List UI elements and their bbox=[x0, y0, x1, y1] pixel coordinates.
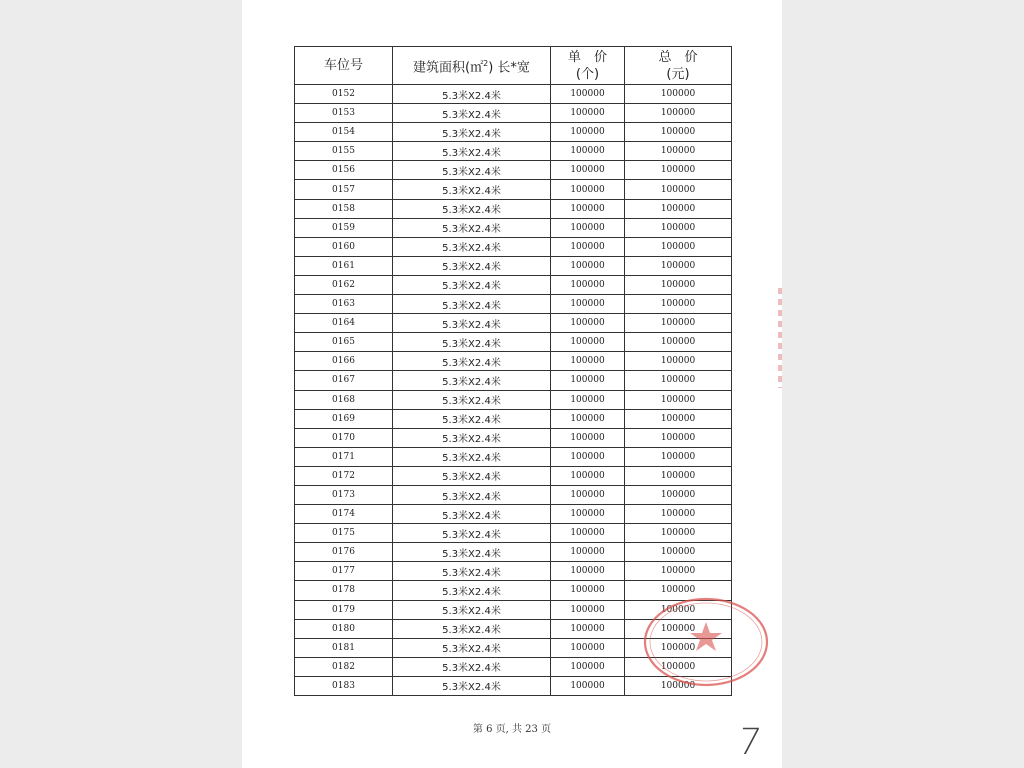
cell-unit-price: 100000 bbox=[551, 161, 625, 180]
cell-total-price: 100000 bbox=[625, 85, 732, 104]
cell-total-price: 100000 bbox=[625, 142, 732, 161]
cell-unit-price: 100000 bbox=[551, 390, 625, 409]
cell-size: 5.3米X2.4米 bbox=[393, 123, 551, 142]
header-total-price bbox=[625, 47, 732, 85]
cell-total-price: 100000 bbox=[625, 352, 732, 371]
cell-total-price: 100000 bbox=[625, 390, 732, 409]
viewer-background-right bbox=[782, 0, 1024, 768]
cell-unit-price: 100000 bbox=[551, 371, 625, 390]
cell-plate-no: 0170 bbox=[295, 428, 393, 447]
cell-size: 5.3米X2.4米 bbox=[393, 638, 551, 657]
cell-size: 5.3米X2.4米 bbox=[393, 218, 551, 237]
cell-unit-price: 100000 bbox=[551, 600, 625, 619]
cell-unit-price: 100000 bbox=[551, 543, 625, 562]
table-row bbox=[295, 199, 732, 218]
cell-plate-no: 0158 bbox=[295, 199, 393, 218]
cell-plate-no: 0163 bbox=[295, 295, 393, 314]
cell-plate-no: 0152 bbox=[295, 85, 393, 104]
table-row bbox=[295, 485, 732, 504]
cell-plate-no: 0164 bbox=[295, 314, 393, 333]
table-row bbox=[295, 466, 732, 485]
cell-size: 5.3米X2.4米 bbox=[393, 657, 551, 676]
table-header-row bbox=[295, 47, 732, 85]
cell-size: 5.3米X2.4米 bbox=[393, 562, 551, 581]
page-number-footer: 第 6 页, 共 23 页 bbox=[472, 724, 552, 735]
cell-plate-no: 0176 bbox=[295, 543, 393, 562]
header-area-prefix: 建筑面积(㎡ bbox=[413, 60, 484, 76]
header-total-price-line1: 总 价 bbox=[658, 49, 698, 65]
header-area-suffix: ) 长*宽 bbox=[488, 60, 530, 76]
cell-size: 5.3米X2.4米 bbox=[393, 85, 551, 104]
cell-unit-price: 100000 bbox=[551, 199, 625, 218]
table-row bbox=[295, 142, 732, 161]
cell-unit-price: 100000 bbox=[551, 237, 625, 256]
cell-unit-price: 100000 bbox=[551, 275, 625, 294]
cell-size: 5.3米X2.4米 bbox=[393, 543, 551, 562]
cell-plate-no: 0155 bbox=[295, 142, 393, 161]
cell-total-price: 100000 bbox=[625, 447, 732, 466]
cell-plate-no: 0175 bbox=[295, 524, 393, 543]
table-row bbox=[295, 295, 732, 314]
table-row bbox=[295, 524, 732, 543]
cell-unit-price: 100000 bbox=[551, 505, 625, 524]
cell-plate-no: 0156 bbox=[295, 161, 393, 180]
cell-unit-price: 100000 bbox=[551, 466, 625, 485]
cell-plate-no: 0160 bbox=[295, 237, 393, 256]
table-row bbox=[295, 237, 732, 256]
cell-plate-no: 0161 bbox=[295, 256, 393, 275]
cell-unit-price: 100000 bbox=[551, 562, 625, 581]
cell-plate-no: 0167 bbox=[295, 371, 393, 390]
cell-unit-price: 100000 bbox=[551, 104, 625, 123]
cell-size: 5.3米X2.4米 bbox=[393, 142, 551, 161]
cell-plate-no: 0154 bbox=[295, 123, 393, 142]
header-unit-price-line2: (个) bbox=[575, 66, 600, 82]
official-seal-stamp bbox=[642, 596, 770, 688]
cell-total-price: 100000 bbox=[625, 218, 732, 237]
table-row bbox=[295, 505, 732, 524]
cell-total-price: 100000 bbox=[625, 619, 732, 638]
cell-plate-no: 0162 bbox=[295, 275, 393, 294]
cell-plate-no: 0166 bbox=[295, 352, 393, 371]
cell-total-price: 100000 bbox=[625, 600, 732, 619]
header-unit-price-line1: 单 价 bbox=[567, 49, 607, 65]
table-row bbox=[295, 218, 732, 237]
cell-plate-no: 0172 bbox=[295, 466, 393, 485]
cell-unit-price: 100000 bbox=[551, 142, 625, 161]
cell-plate-no: 0180 bbox=[295, 619, 393, 638]
header-total-price-line2: (元) bbox=[666, 66, 690, 82]
cell-total-price: 100000 bbox=[625, 428, 732, 447]
cell-size: 5.3米X2.4米 bbox=[393, 676, 551, 695]
table-row bbox=[295, 314, 732, 333]
cell-plate-no: 0179 bbox=[295, 600, 393, 619]
table-row bbox=[295, 275, 732, 294]
cell-unit-price: 100000 bbox=[551, 485, 625, 504]
table-row bbox=[295, 256, 732, 275]
cell-plate-no: 0171 bbox=[295, 447, 393, 466]
cell-plate-no: 0182 bbox=[295, 657, 393, 676]
cell-plate-no: 0157 bbox=[295, 180, 393, 199]
cell-unit-price: 100000 bbox=[551, 256, 625, 275]
cell-unit-price: 100000 bbox=[551, 333, 625, 352]
cell-size: 5.3米X2.4米 bbox=[393, 466, 551, 485]
cell-total-price: 100000 bbox=[625, 505, 732, 524]
cell-plate-no: 0174 bbox=[295, 505, 393, 524]
cell-total-price: 100000 bbox=[625, 199, 732, 218]
table-row bbox=[295, 447, 732, 466]
cell-total-price: 100000 bbox=[625, 657, 732, 676]
cell-total-price: 100000 bbox=[625, 676, 732, 695]
cell-plate-no: 0183 bbox=[295, 676, 393, 695]
cell-unit-price: 100000 bbox=[551, 85, 625, 104]
cell-size: 5.3米X2.4米 bbox=[393, 390, 551, 409]
table-row bbox=[295, 390, 732, 409]
cell-size: 5.3米X2.4米 bbox=[393, 428, 551, 447]
cell-unit-price: 100000 bbox=[551, 314, 625, 333]
cell-plate-no: 0177 bbox=[295, 562, 393, 581]
cell-total-price: 100000 bbox=[625, 123, 732, 142]
cell-size: 5.3米X2.4米 bbox=[393, 485, 551, 504]
cell-unit-price: 100000 bbox=[551, 619, 625, 638]
cell-plate-no: 0173 bbox=[295, 485, 393, 504]
cell-total-price: 100000 bbox=[625, 256, 732, 275]
cell-unit-price: 100000 bbox=[551, 638, 625, 657]
cell-total-price: 100000 bbox=[625, 333, 732, 352]
cell-unit-price: 100000 bbox=[551, 180, 625, 199]
cell-plate-no: 0153 bbox=[295, 104, 393, 123]
cell-plate-no: 0178 bbox=[295, 581, 393, 600]
cell-size: 5.3米X2.4米 bbox=[393, 447, 551, 466]
header-area-sup: 2 bbox=[483, 58, 489, 68]
table-row bbox=[295, 409, 732, 428]
cell-total-price: 100000 bbox=[625, 409, 732, 428]
cell-size: 5.3米X2.4米 bbox=[393, 314, 551, 333]
table-row bbox=[295, 161, 732, 180]
cell-size: 5.3米X2.4米 bbox=[393, 199, 551, 218]
cell-size: 5.3米X2.4米 bbox=[393, 161, 551, 180]
seal-edge-mark bbox=[778, 288, 782, 388]
table-row bbox=[295, 428, 732, 447]
cell-plate-no: 0159 bbox=[295, 218, 393, 237]
cell-unit-price: 100000 bbox=[551, 524, 625, 543]
header-unit-price bbox=[551, 47, 625, 85]
cell-size: 5.3米X2.4米 bbox=[393, 505, 551, 524]
cell-total-price: 100000 bbox=[625, 485, 732, 504]
cell-size: 5.3米X2.4米 bbox=[393, 600, 551, 619]
cell-unit-price: 100000 bbox=[551, 295, 625, 314]
table-row bbox=[295, 562, 732, 581]
cell-unit-price: 100000 bbox=[551, 409, 625, 428]
header-plate-no: 车位号 bbox=[295, 47, 393, 85]
table-row bbox=[295, 352, 732, 371]
cell-total-price: 100000 bbox=[625, 275, 732, 294]
cell-total-price: 100000 bbox=[625, 161, 732, 180]
cell-size: 5.3米X2.4米 bbox=[393, 409, 551, 428]
cell-size: 5.3米X2.4米 bbox=[393, 581, 551, 600]
cell-unit-price: 100000 bbox=[551, 123, 625, 142]
cell-size: 5.3米X2.4米 bbox=[393, 295, 551, 314]
table-row bbox=[295, 333, 732, 352]
cell-total-price: 100000 bbox=[625, 314, 732, 333]
cell-total-price: 100000 bbox=[625, 466, 732, 485]
table-row bbox=[295, 85, 732, 104]
cell-size: 5.3米X2.4米 bbox=[393, 371, 551, 390]
cell-size: 5.3米X2.4米 bbox=[393, 352, 551, 371]
cell-total-price: 100000 bbox=[625, 371, 732, 390]
cell-size: 5.3米X2.4米 bbox=[393, 104, 551, 123]
table-row bbox=[295, 180, 732, 199]
table-row bbox=[295, 543, 732, 562]
cell-size: 5.3米X2.4米 bbox=[393, 237, 551, 256]
cell-size: 5.3米X2.4米 bbox=[393, 333, 551, 352]
table-row bbox=[295, 371, 732, 390]
cell-plate-no: 0181 bbox=[295, 638, 393, 657]
cell-total-price: 100000 bbox=[625, 543, 732, 562]
cell-unit-price: 100000 bbox=[551, 676, 625, 695]
cell-unit-price: 100000 bbox=[551, 657, 625, 676]
viewer-background-left bbox=[0, 0, 242, 768]
cell-unit-price: 100000 bbox=[551, 447, 625, 466]
cell-total-price: 100000 bbox=[625, 104, 732, 123]
handwritten-page-number: 7 bbox=[735, 722, 764, 763]
cell-size: 5.3米X2.4米 bbox=[393, 256, 551, 275]
cell-total-price: 100000 bbox=[625, 562, 732, 581]
header-area-size bbox=[393, 47, 551, 85]
cell-total-price: 100000 bbox=[625, 581, 732, 600]
table-row bbox=[295, 104, 732, 123]
cell-size: 5.3米X2.4米 bbox=[393, 619, 551, 638]
cell-plate-no: 0165 bbox=[295, 333, 393, 352]
table-row bbox=[295, 123, 732, 142]
cell-unit-price: 100000 bbox=[551, 218, 625, 237]
cell-total-price: 100000 bbox=[625, 524, 732, 543]
cell-unit-price: 100000 bbox=[551, 352, 625, 371]
cell-total-price: 100000 bbox=[625, 180, 732, 199]
cell-unit-price: 100000 bbox=[551, 581, 625, 600]
cell-plate-no: 0169 bbox=[295, 409, 393, 428]
cell-unit-price: 100000 bbox=[551, 428, 625, 447]
cell-size: 5.3米X2.4米 bbox=[393, 180, 551, 199]
cell-total-price: 100000 bbox=[625, 295, 732, 314]
cell-plate-no: 0168 bbox=[295, 390, 393, 409]
cell-total-price: 100000 bbox=[625, 237, 732, 256]
cell-size: 5.3米X2.4米 bbox=[393, 275, 551, 294]
cell-total-price: 100000 bbox=[625, 638, 732, 657]
cell-size: 5.3米X2.4米 bbox=[393, 524, 551, 543]
